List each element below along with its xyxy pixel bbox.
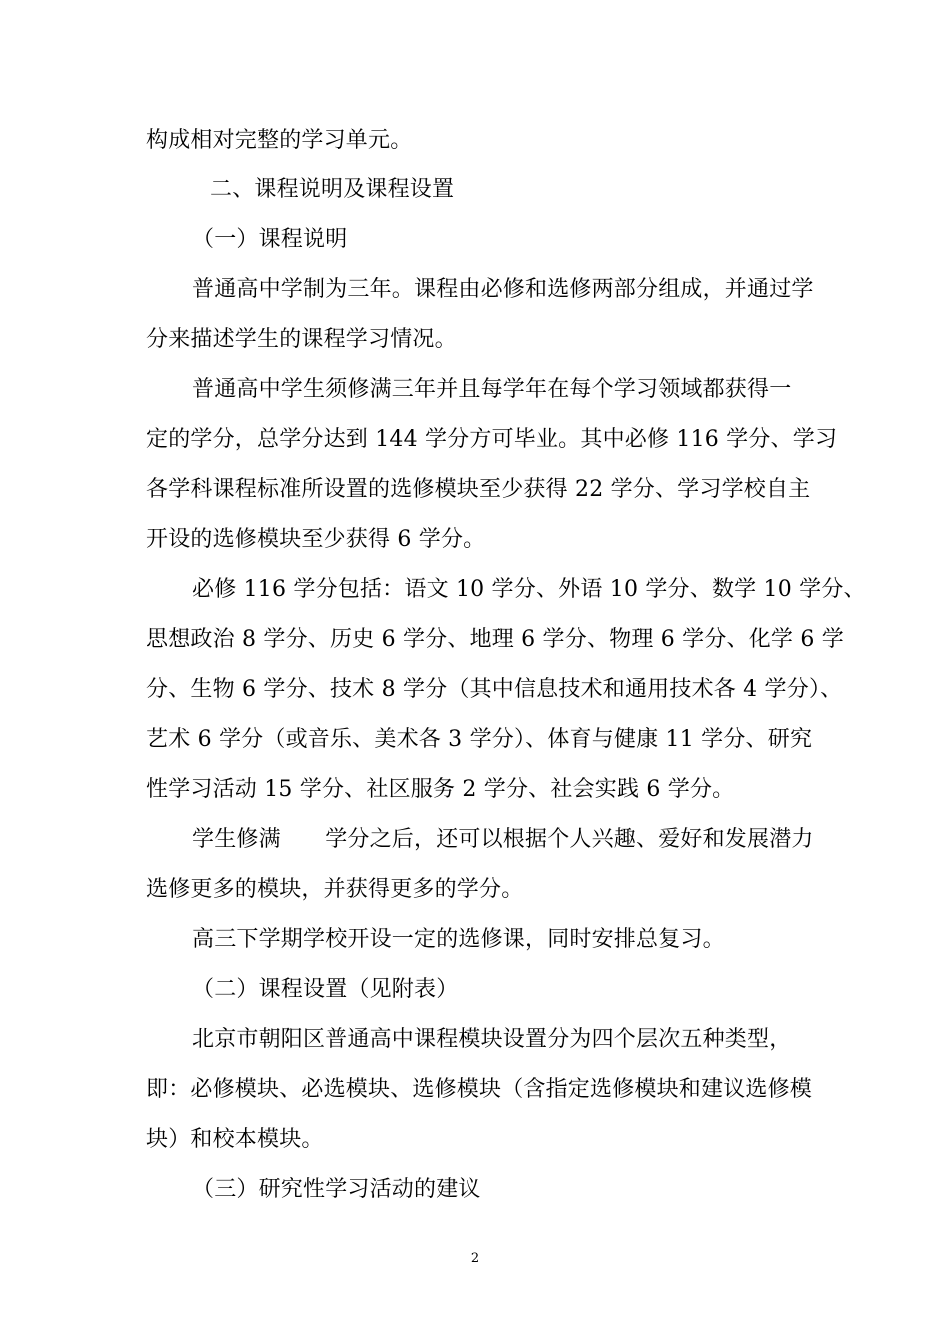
paragraph-line: 构成相对完整的学习单元。	[146, 128, 413, 153]
paragraph-line: 块）和校本模块。	[146, 1127, 324, 1152]
page-number: 2	[470, 1251, 480, 1266]
paragraph-line: 分、生物 6 学分、技术 8 学分（其中信息技术和通用技术各 4 学分）、	[146, 677, 843, 702]
paragraph-line: 开设的选修模块至少获得 6 学分。	[146, 527, 486, 552]
paragraph-line: 即：必修模块、必选模块、选修模块（含指定选修模块和建议选修模	[146, 1077, 813, 1102]
paragraph-line: 各学科课程标准所设置的选修模块至少获得 22 学分、学习学校自主	[146, 477, 811, 502]
paragraph-line: 性学习活动 15 学分、社区服务 2 学分、社会实践 6 学分。	[146, 777, 735, 802]
paragraph-line: 必修 116 学分包括：语文 10 学分、外语 10 学分、数学 10 学分、	[192, 577, 866, 602]
paragraph-line: 普通高中学制为三年。课程由必修和选修两部分组成，并通过学	[192, 277, 814, 302]
paragraph-line: 选修更多的模块，并获得更多的学分。	[146, 877, 524, 902]
subsection-heading: （二）课程设置（见附表）	[192, 977, 459, 1002]
paragraph-line: 普通高中学生须修满三年并且每学年在每个学习领域都获得一	[192, 377, 792, 402]
paragraph-line: 北京市朝阳区普通高中课程模块设置分为四个层次五种类型，	[192, 1027, 792, 1052]
section-heading: 二、课程说明及课程设置	[210, 177, 455, 202]
paragraph-line: 学生修满 学分之后，还可以根据个人兴趣、爱好和发展潜力	[192, 827, 814, 852]
paragraph-line: 思想政治 8 学分、历史 6 学分、地理 6 学分、物理 6 学分、化学 6 学	[146, 627, 844, 652]
paragraph-line: 分来描述学生的课程学习情况。	[146, 327, 457, 352]
subsection-heading: （一）课程说明	[192, 227, 348, 252]
paragraph-line: 高三下学期学校开设一定的选修课，同时安排总复习。	[192, 927, 725, 952]
paragraph-line: 艺术 6 学分（或音乐、美术各 3 学分）、体育与健康 11 学分、研究	[146, 727, 813, 752]
subsection-heading: （三）研究性学习活动的建议	[192, 1177, 481, 1202]
paragraph-line: 定的学分，总学分达到 144 学分方可毕业。其中必修 116 学分、学习	[146, 427, 838, 452]
